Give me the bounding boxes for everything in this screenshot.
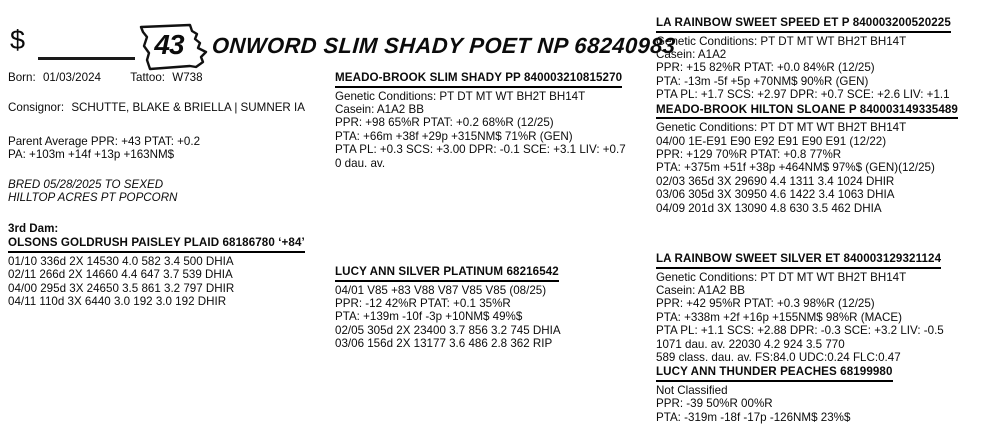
pedigree-line: Genetic Conditions: PT DT MT WT BH2T BH14T [656, 270, 907, 284]
bred-notice-line: HILLTOP ACRES PT POPCORN [8, 191, 178, 205]
pedigree-line: PPR: +129 70%R PTAT: +0.8 77%R [656, 148, 842, 162]
pedigree-line: 04/01 V85 +83 V88 V87 V85 V85 (08/25) [335, 283, 547, 297]
dam-block [335, 264, 561, 351]
pedigree-line: PPR: -12 42%R PTAT: +0.1 35%R [335, 297, 511, 310]
sire-of-dam-name: LA RAINBOW SWEET SILVER ET 840003129321124 [656, 253, 941, 269]
lactation-record: 04/11 110d 3X 6440 3.0 192 3.0 192 DHIR [8, 295, 227, 309]
dam-of-sire-lines [656, 121, 958, 215]
sire-of-sire-lines [656, 35, 958, 102]
pedigree-line: 04/09 201d 3X 13090 4.8 630 3.5 462 DHIA [656, 201, 882, 215]
pedigree-line: 02/03 365d 3X 29690 4.4 1311 3.4 1024 DHIR [656, 174, 895, 188]
pedigree-line: Not Classified [656, 384, 728, 398]
third-dam-name: OLSONS GOLDRUSH PAISLEY PLAID 68186780 ‘+84’ [8, 237, 305, 253]
tattoo-label: Tattoo: [130, 71, 166, 84]
lot-number: 43 [154, 29, 184, 61]
pedigree-line: 03/06 156d 2X 13177 3.6 486 2.8 362 RIP [335, 337, 553, 351]
pedigree-line: PTA: -13m -5f +5p +70NM$ 90%R (GEN) [656, 74, 869, 88]
pedigree-line: Casein: A1A2 BB [656, 284, 745, 297]
pedigree-line: PTA: +139m -10f -3p +10NM$ 49%$ [335, 310, 523, 324]
parent-average-block [8, 135, 200, 162]
lactation-record: 04/00 295d 3X 24650 3.5 861 3.2 797 DHIR [8, 281, 235, 295]
third-dam-block [8, 222, 305, 309]
consignor-label: Consignor: [8, 101, 65, 114]
pedigree-line: 1071 dau. av. 22030 4.2 924 3.5 770 [656, 337, 845, 351]
third-dam-label: 3rd Dam: [8, 222, 59, 235]
pedigree-line: PTA PL: +0.3 SCS: +3.00 DPR: -0.1 SCE: +3.1 LIV: +0.7 [335, 143, 626, 157]
price-blank-line [38, 57, 135, 60]
sire-grandparents-block [656, 15, 958, 215]
tattoo-value: W738 [172, 71, 203, 84]
pedigree-line: PTA: +338m +2f +16p +155NM$ 98%R (MACE) [656, 310, 902, 324]
pedigree-line: Genetic Conditions: PT DT MT WT BH2T BH14T [335, 89, 586, 103]
pedigree-line: 03/06 305d 3X 30950 4.6 1422 3.4 1063 DHIA [656, 188, 895, 202]
pedigree-line: PPR: +15 82%R PTAT: +0.0 84%R (12/25) [656, 61, 875, 75]
third-dam-records [8, 255, 305, 309]
dam-grandparents-block [656, 251, 944, 424]
pedigree-line: Genetic Conditions: PT DT MT WT BH2T BH14T [656, 121, 907, 135]
dam-of-dam-lines [656, 384, 944, 424]
pedigree-line: PPR: +42 95%R PTAT: +0.3 98%R (12/25) [656, 297, 875, 311]
pedigree-line: PPR: +98 65%R PTAT: +0.2 68%R (12/25) [335, 116, 554, 130]
sire-of-dam-lines [656, 271, 944, 365]
lot-badge-iowa-outline [138, 22, 210, 74]
sire-of-sire-name: LA RAINBOW SWEET SPEED ET P 840003200520225 [656, 17, 951, 33]
pedigree-line: PTA: +66m +38f +29p +315NM$ 71%R (GEN) [335, 129, 573, 143]
bred-notice-line: BRED 05/28/2025 TO SEXED [8, 178, 164, 191]
born-label: Born: [8, 71, 36, 84]
pedigree-line: Genetic Conditions: PT DT MT WT BH2T BH14T [656, 34, 907, 48]
pedigree-line: PTA PL: +1.1 SCS: +2.88 DPR: -0.3 SCE: +3.2 LIV: -0.5 [656, 324, 944, 338]
pedigree-line: 589 class. dau. av. FS:84.0 UDC:0.24 FLC:0.47 [656, 351, 901, 365]
sire-block [335, 70, 626, 170]
animal-title: ONWORD SLIM SHADY POET NP 68240983 [211, 33, 677, 58]
lactation-record: 02/11 266d 2X 14660 4.4 647 3.7 539 DHIA [8, 268, 233, 282]
pedigree-line: PTA PL: +1.7 SCS: +2.97 DPR: +0.7 SCE: +2.6 LIV: +1.1 [656, 88, 950, 102]
sire-detail-lines [335, 90, 626, 170]
sire-name: MEADO-BROOK SLIM SHADY PP 840003210815270 [335, 72, 622, 88]
parent-average-line: Parent Average PPR: +43 PTAT: +0.2 [8, 135, 201, 148]
pedigree-line: PTA: +375m +51f +38p +464NM$ 97%$ (GEN)(12/25) [656, 161, 935, 175]
bred-notice-block [8, 178, 177, 205]
consignor-row [8, 101, 305, 114]
pedigree-line: Casein: A1A2 [656, 48, 727, 61]
dam-of-dam-name: LUCY ANN THUNDER PEACHES 68199980 [656, 366, 893, 382]
pedigree-line: Casein: A1A2 BB [335, 103, 424, 116]
pedigree-line: PPR: -39 50%R 00%R [656, 397, 773, 411]
pedigree-line: 0 dau. av. [335, 156, 386, 170]
pedigree-line: 02/05 305d 2X 23400 3.7 856 3.2 745 DHIA [335, 323, 561, 337]
parent-average-line: PA: +103m +14f +13p +163NM$ [8, 148, 175, 162]
pedigree-line: 04/00 1E-E91 E90 E92 E91 E90 E91 (12/22) [656, 134, 887, 148]
born-tattoo-row [8, 71, 203, 84]
price-dollar-sign: $ [10, 25, 26, 55]
dam-name: LUCY ANN SILVER PLATINUM 68216542 [335, 266, 559, 282]
dam-of-sire-name: MEADO-BROOK HILTON SLOANE P 840003149335489 [656, 104, 958, 120]
born-value: 01/03/2024 [42, 71, 101, 84]
consignor-value: SCHUTTE, BLAKE & BRIELLA | SUMNER IA [71, 101, 305, 114]
pedigree-line: PTA: -319m -18f -17p -126NM$ 23%$ [656, 410, 851, 424]
lactation-record: 01/10 336d 2X 14530 4.0 582 3.4 500 DHIA [8, 255, 234, 268]
dam-detail-lines [335, 284, 561, 351]
